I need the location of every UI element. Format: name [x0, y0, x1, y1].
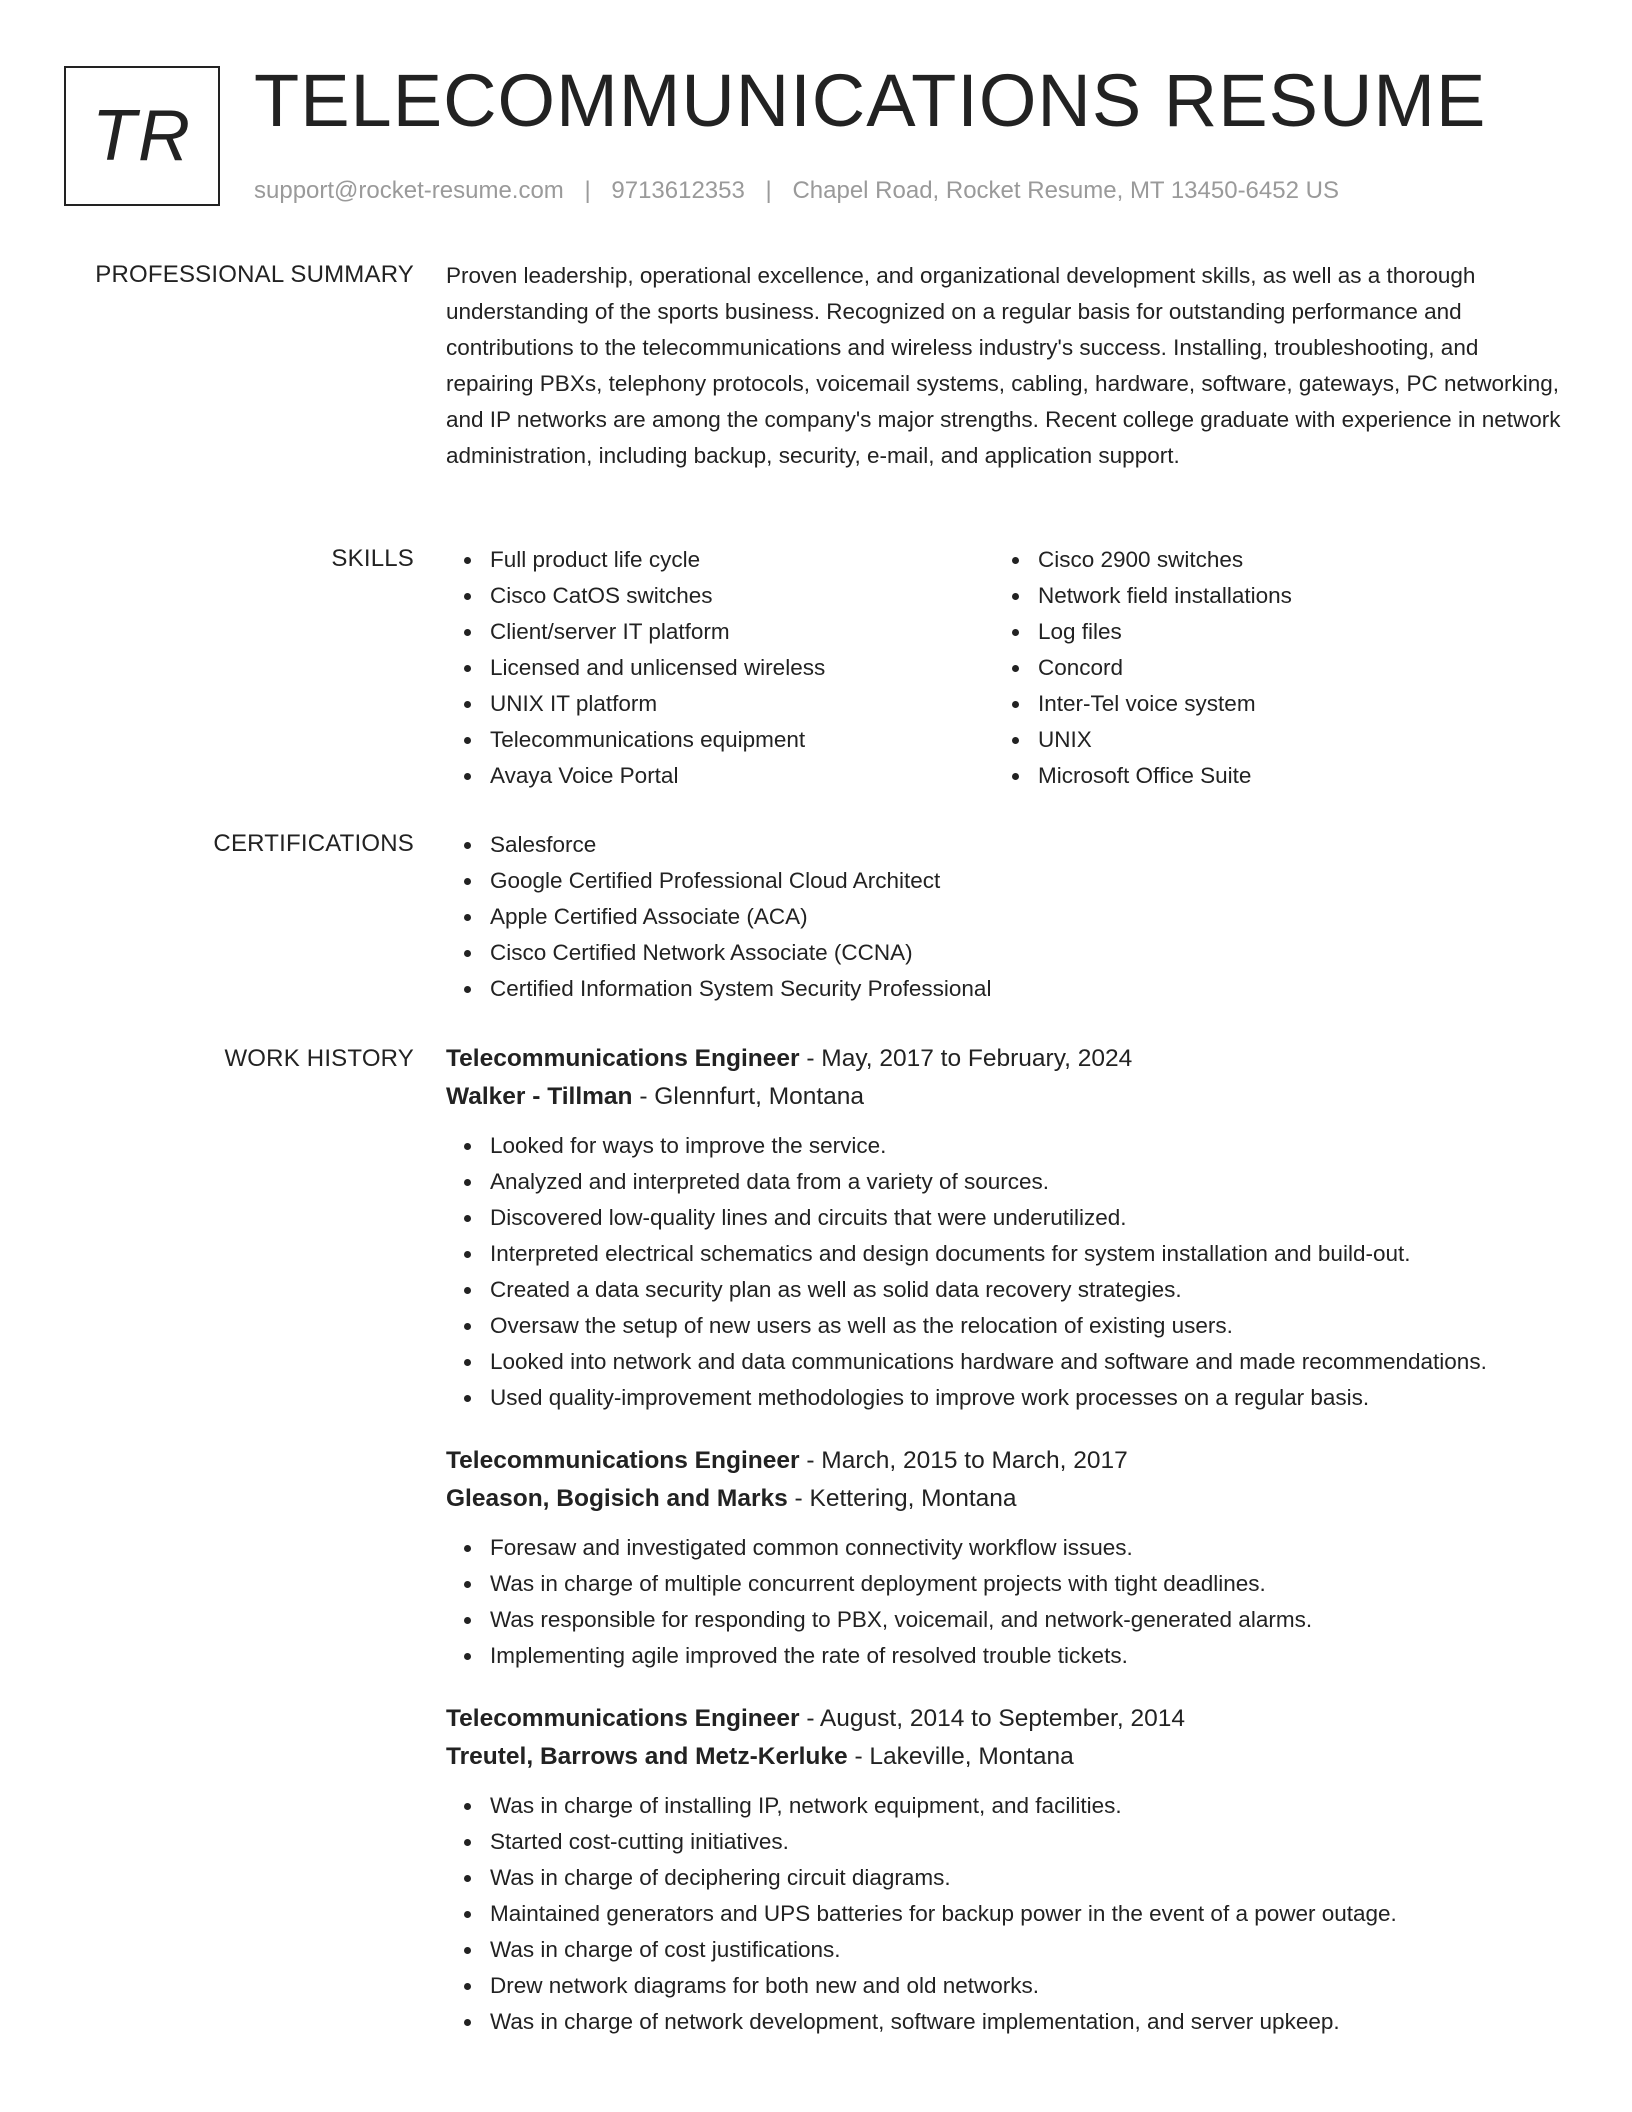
job-location: - Lakeville, Montana [847, 1743, 1074, 1770]
list-item: UNIX IT platform [446, 686, 994, 722]
job-dates: - August, 2014 to September, 2014 [799, 1705, 1185, 1732]
job-company-line [446, 1480, 1564, 1518]
list-item: Telecommunications equipment [446, 722, 994, 758]
list-item: Was in charge of deciphering circuit diagrams. [446, 1860, 1564, 1896]
list-item: Oversaw the setup of new users as well as the relocation of existing users. [446, 1308, 1564, 1344]
certifications-label: CERTIFICATIONS [213, 830, 414, 857]
job-dates: - March, 2015 to March, 2017 [799, 1447, 1128, 1474]
job-entry [446, 1040, 1564, 1416]
contact-phone: 9713612353 [611, 177, 745, 204]
summary-label: PROFESSIONAL SUMMARY [95, 261, 414, 288]
list-item: Cisco 2900 switches [994, 542, 1542, 578]
job-title-line [446, 1040, 1564, 1078]
job-location: - Glennfurt, Montana [632, 1083, 865, 1110]
job-title: Telecommunications Engineer [446, 1447, 800, 1474]
job-dates: - May, 2017 to February, 2024 [799, 1045, 1133, 1072]
job-title-line [446, 1442, 1564, 1480]
list-item: Was in charge of installing IP, network equipment, and facilities. [446, 1788, 1564, 1824]
skills-body [446, 542, 1564, 794]
list-item: Salesforce [446, 827, 1564, 863]
job-entry [446, 1700, 1564, 2040]
job-location: - Kettering, Montana [787, 1485, 1017, 1512]
list-item: Maintained generators and UPS batteries for backup power in the event of a power outage. [446, 1896, 1564, 1932]
certifications-list [446, 827, 1564, 1007]
work-history-body [446, 1040, 1564, 2066]
job-title-line [446, 1700, 1564, 1738]
contact-separator: | [584, 177, 591, 204]
job-company-line [446, 1738, 1564, 1776]
list-item: Microsoft Office Suite [994, 758, 1542, 794]
list-item: Foresaw and investigated common connectivity workflow issues. [446, 1530, 1564, 1566]
skills-list-left [446, 542, 994, 794]
skills-list-right [994, 542, 1542, 794]
list-item: Looked for ways to improve the service. [446, 1128, 1564, 1164]
list-item: Inter-Tel voice system [994, 686, 1542, 722]
list-item: Created a data security plan as well as solid data recovery strategies. [446, 1272, 1564, 1308]
list-item: Full product life cycle [446, 542, 994, 578]
list-item: Cisco Certified Network Associate (CCNA) [446, 935, 1564, 971]
contact-email: support@rocket-resume.com [254, 177, 564, 204]
contact-line [254, 176, 1339, 206]
list-item: Looked into network and data communications hardware and software and made recommendations. [446, 1344, 1564, 1380]
job-company: Gleason, Bogisich and Marks [446, 1485, 788, 1512]
work-history-label: WORK HISTORY [224, 1045, 414, 1072]
job-bullet-list [446, 1530, 1564, 1674]
list-item: Concord [994, 650, 1542, 686]
list-item: Discovered low-quality lines and circuits that were underutilized. [446, 1200, 1564, 1236]
job-title: Telecommunications Engineer [446, 1705, 800, 1732]
monogram-logo: TR [64, 66, 220, 206]
skills-columns [446, 542, 1564, 794]
list-item: Used quality-improvement methodologies to improve work processes on a regular basis. [446, 1380, 1564, 1416]
list-item: Analyzed and interpreted data from a variety of sources. [446, 1164, 1564, 1200]
list-item: Client/server IT platform [446, 614, 994, 650]
job-bullet-list [446, 1128, 1564, 1416]
list-item: Drew network diagrams for both new and old networks. [446, 1968, 1564, 2004]
job-bullet-list [446, 1788, 1564, 2040]
job-entry [446, 1442, 1564, 1674]
list-item: Certified Information System Security Professional [446, 971, 1564, 1007]
list-item: Was in charge of network development, software implementation, and server upkeep. [446, 2004, 1564, 2040]
list-item: Log files [994, 614, 1542, 650]
list-item: Avaya Voice Portal [446, 758, 994, 794]
list-item: Apple Certified Associate (ACA) [446, 899, 1564, 935]
job-company: Walker - Tillman [446, 1083, 633, 1110]
skills-label: SKILLS [331, 545, 414, 572]
summary-body [446, 258, 1564, 474]
list-item: Google Certified Professional Cloud Architect [446, 863, 1564, 899]
contact-address: Chapel Road, Rocket Resume, MT 13450-6452 US [792, 177, 1339, 204]
list-item: Implementing agile improved the rate of resolved trouble tickets. [446, 1638, 1564, 1674]
list-item: Interpreted electrical schematics and design documents for system installation and build-out. [446, 1236, 1564, 1272]
list-item: Started cost-cutting initiatives. [446, 1824, 1564, 1860]
summary-text: Proven leadership, operational excellence, and organizational development skills, as well as a thorough understanding of the sports business. Recognized on a regular basis for outstanding performance and contributions to the telecommunications and wireless industry's success. Installing, troubleshooting, and repairing PBXs, telephony protocols, voicemail systems, cabling, hardware, software, gateways, PC networking, and IP networks are among the company's major strengths. Recent college graduate with experience in network administration, including backup, security, e-mail, and application support. [446, 263, 1561, 468]
job-title: Telecommunications Engineer [446, 1045, 800, 1072]
list-item: Network field installations [994, 578, 1542, 614]
job-company-line [446, 1078, 1564, 1116]
job-company: Treutel, Barrows and Metz-Kerluke [446, 1743, 848, 1770]
list-item: Licensed and unlicensed wireless [446, 650, 994, 686]
list-item: Was in charge of multiple concurrent deployment projects with tight deadlines. [446, 1566, 1564, 1602]
page-title: TELECOMMUNICATIONS RESUME [254, 59, 1487, 142]
contact-separator: | [765, 177, 772, 204]
list-item: UNIX [994, 722, 1542, 758]
list-item: Cisco CatOS switches [446, 578, 994, 614]
list-item: Was in charge of cost justifications. [446, 1932, 1564, 1968]
certifications-body [446, 827, 1564, 1007]
list-item: Was responsible for responding to PBX, voicemail, and network-generated alarms. [446, 1602, 1564, 1638]
